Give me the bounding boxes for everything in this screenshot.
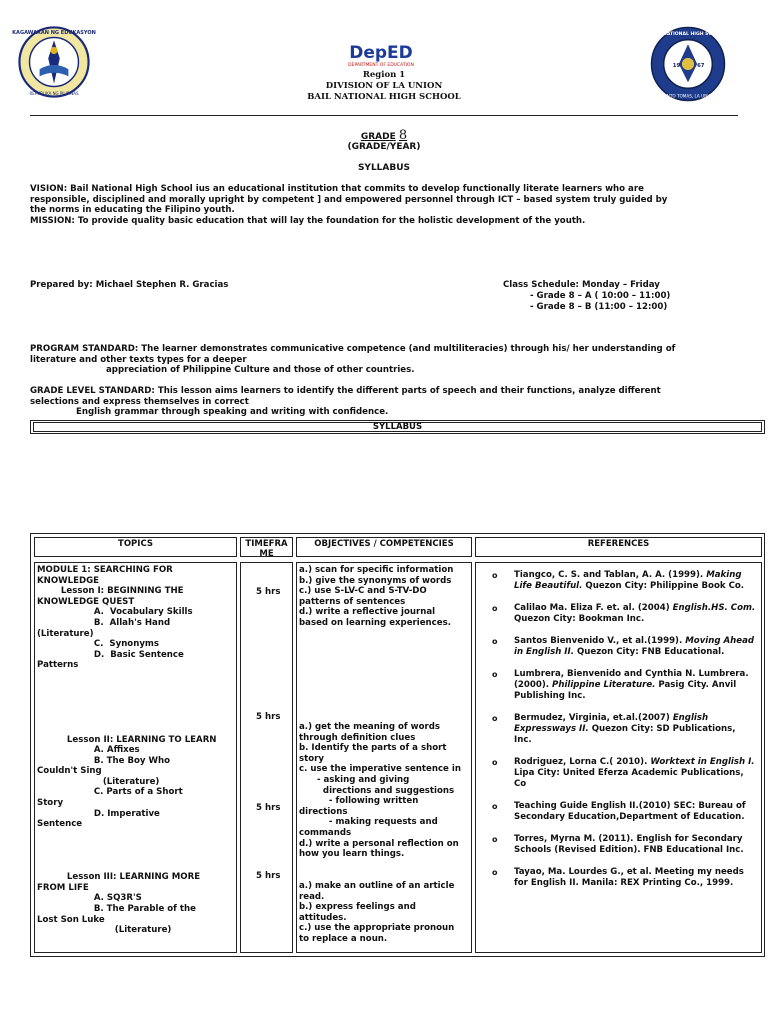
objectives_2-line: - making requests and (299, 817, 438, 828)
reference-item (492, 834, 756, 856)
reference-title: Making Life Beautiful. (514, 570, 742, 592)
reference-text: Rodriguez, Lorna C.( 2010). (514, 756, 651, 767)
schedule-line-a: - Grade 8 – A ( 10:00 – 11:00) (530, 291, 671, 301)
deped-logo-text: DepED (349, 43, 413, 63)
grade-standard-line-2: selections and express themselves in correct (30, 396, 249, 407)
program-standard-line-1: PROGRAM STANDARD: The learner demonstrates communicative competence (and multiliteracies) through his/ her understanding of (30, 344, 676, 354)
objectives_3-line: c.) use the appropriate pronoun (299, 923, 455, 934)
reference-text: Lumbrera, Bienvenido and Cynthia N. Lumbrera. (2000). (514, 668, 749, 690)
deped-logo-sub: DEPARTMENT OF EDUCATION (348, 63, 414, 68)
topics-line: (Literature) (37, 628, 94, 639)
deped-logo-icon (327, 42, 435, 68)
topics-line: D. Imperative (37, 808, 160, 819)
topics-line: A. SQ3R'S (37, 893, 142, 904)
topics-line: Couldn't Sing (37, 766, 102, 777)
prepared-by: Prepared by: Michael Stephen R. Gracias (30, 280, 229, 290)
topics-line: B. The Parable of the (37, 904, 196, 914)
grade-sub: (GRADE/YEAR) (347, 142, 421, 152)
bullet-icon: o (492, 603, 498, 613)
topics-column (34, 562, 237, 953)
bullet-icon: o (492, 669, 498, 679)
bullet-icon: o (492, 713, 498, 723)
objectives-lesson-2 (299, 722, 461, 860)
reference-item (492, 636, 756, 658)
vision-line-3: the norms in educating the Filipino youth. (30, 205, 235, 215)
left-seal-text: KAGAWARAN NG EDUKASYON (12, 29, 96, 36)
topics-line: A. Vocabulary Skills (37, 607, 193, 618)
timeframe-2: 5 hrs (256, 712, 281, 722)
topics-line: FROM LIFE (37, 882, 89, 893)
reference-title: Philippine Literature. (552, 679, 656, 690)
topics-line: Lesson III: LEARNING MORE (37, 872, 201, 883)
objectives_2-line: a.) get the meaning of words (299, 722, 440, 732)
grade-label: GRADE (360, 132, 396, 142)
objectives_1-line: patterns of sentences (299, 596, 406, 607)
division-label: DIVISION OF LA UNION (325, 81, 443, 91)
objectives_3-line: read. (299, 891, 325, 902)
reference-text: Torres, Myrna M. (2011). English for Secondary Schools (Revised Edition). FNB Educational Inc. (514, 833, 744, 856)
school-name: BAIL NATIONAL HIGH SCHOOL (307, 92, 461, 102)
reference-publisher: Quezon City: Bookman Inc. (514, 614, 645, 625)
grade-heading (0, 128, 768, 143)
references-column (475, 562, 762, 953)
objectives_3-line: b.) express feelings and (299, 902, 416, 913)
reference-title: Worktext in English I. (650, 756, 755, 767)
objectives_1-line: c.) use S-LV-C and S-TV-DO (299, 586, 427, 597)
reference-item (492, 867, 756, 889)
program-standard-line-2: literature and other texts types for a deeper (30, 354, 247, 365)
reference-text: Calilao Ma. Eliza F. et. al. (2004) (514, 602, 673, 613)
right-seal-text: BAIL NATIONAL HIGH SCHOOL (649, 32, 727, 38)
grade-standard-line-1: GRADE LEVEL STANDARD: This lesson aims learners to identify the different parts of speech and their functions, analyze different (30, 386, 661, 396)
program-standard (30, 344, 738, 376)
bullet-icon: o (492, 834, 498, 844)
objectives_2-line: directions and suggestions (299, 785, 455, 796)
reference-publisher: Pasig City. Anvil Publishing Inc. (514, 679, 737, 702)
program-standard-line-3: appreciation of Philippine Culture and those of other countries. (106, 365, 415, 375)
header-rule (30, 115, 738, 116)
reference-publisher: Quezon City: FNB Educational. (573, 647, 725, 658)
objectives_1-line: b.) give the synonyms of words (299, 575, 452, 586)
reference-title: Moving Ahead in English II. (514, 635, 755, 658)
bullet-icon: o (492, 802, 498, 812)
topics-line (37, 671, 217, 682)
reference-item (492, 713, 756, 747)
topics-line: D. Basic Sentence (37, 649, 184, 660)
right-seal-year-a: 19 (672, 63, 681, 70)
topics-line (37, 851, 217, 862)
topics-line: Lesson I: BEGINNING THE (37, 586, 184, 597)
topics-line (37, 682, 217, 693)
objectives_2-line: - following written (299, 796, 419, 807)
objectives_2-line: how you learn things. (299, 849, 405, 860)
topics-line: Sentence (37, 819, 83, 830)
reference-text: Santos Bienvenido V., et al.(1999). (514, 635, 686, 646)
reference-publisher: Quezon City: SD Publications, Inc. (514, 724, 736, 746)
reference-publisher: Lipa City: United Eferza Academic Publications, Co (514, 768, 744, 790)
grade-number: 8 (398, 128, 408, 143)
syllabus-table (30, 533, 765, 957)
topics-line (37, 862, 217, 873)
objectives_3-line: a.) make an outline of an article (299, 881, 455, 891)
vision-line-1: VISION: Bail National High School ius an educational institution that commits to develop functionally literate learners who are (30, 184, 644, 194)
header-timeframe: TIMEFRA ME (240, 537, 293, 557)
topics-line: A. Affixes (37, 745, 140, 756)
grade-level-standard (30, 386, 738, 418)
bullet-icon: o (492, 636, 498, 646)
objectives_2-line: c. use the imperative sentence in (299, 764, 461, 775)
topics-line (37, 724, 217, 735)
timeframe-column (240, 562, 293, 953)
schedule-line-b: - Grade 8 – B (11:00 – 12:00) (530, 302, 668, 312)
right-seal-year-b: 67 (697, 63, 705, 70)
bullet-icon: o (492, 867, 498, 877)
timeframe-1: 5 hrs (256, 587, 281, 597)
vision-line-2: responsible, disciplined and morally upright by competent ] and empowered personnel through ICT – based system truly guided by (30, 194, 668, 205)
topics-line: (Literature) (37, 776, 160, 787)
topics-line: (Literature) (37, 925, 172, 936)
objectives-lesson-1 (299, 565, 453, 629)
topics-line (37, 692, 217, 703)
topics-line (37, 830, 217, 841)
timeframe-4: 5 hrs (256, 871, 281, 881)
objectives_3-line: to replace a noun. (299, 933, 388, 944)
reference-item (492, 570, 756, 592)
topics-line: Story (37, 798, 64, 809)
left-seal-sub: REPUBLIKA NG PILIPINAS (29, 91, 79, 97)
reference-item (492, 603, 756, 625)
vision-block (30, 184, 738, 226)
topics-line: Patterns (37, 660, 79, 671)
reference-text: Bermudez, Virginia, et.al.(2007) (514, 712, 673, 723)
mission-line: MISSION: To provide quality basic education that will lay the foundation for the holistic development of the youth. (30, 215, 586, 226)
objectives-column (296, 562, 472, 953)
syllabus-title: SYLLABUS (357, 163, 411, 173)
topics-line: MODULE 1: SEARCHING FOR (37, 565, 173, 575)
topics-line: B. Allah's Hand (37, 617, 171, 628)
class-schedule (503, 280, 670, 313)
references-list (492, 570, 756, 900)
topics-line: C. Parts of a Short (37, 787, 183, 798)
reference-title: English.HS. Com. (672, 602, 756, 613)
reference-text: Tiangco, C. S. and Tablan, A. A. (1999). (514, 570, 707, 580)
topics-line: Lesson II: LEARNING TO LEARN (37, 734, 217, 745)
objectives_2-line: story (299, 753, 324, 764)
header-objectives: OBJECTIVES / COMPETENCIES (296, 537, 472, 557)
reference-publisher: Quezon City: Philippine Book Co. (582, 581, 745, 592)
bullet-icon: o (492, 757, 498, 767)
topics-line: Lost Son Luke (37, 914, 105, 925)
objectives_2-line: b. Identify the parts of a short (299, 743, 447, 754)
objectives_2-line: through definition clues (299, 732, 416, 743)
reference-text: Teaching Guide English II.(2010) SEC: Bureau of Secondary Education,Department of Education. (514, 801, 746, 823)
objectives_1-line: a.) scan for specific information (299, 565, 454, 575)
header-references: REFERENCES (475, 537, 762, 557)
right-seal-sub: SANTO TOMAS, LA UNION (661, 93, 715, 99)
objectives_1-line: d.) write a reflective journal (299, 607, 436, 618)
objectives-lesson-3 (299, 881, 454, 945)
reference-item (492, 757, 756, 791)
objectives_3-line: attitudes. (299, 912, 347, 923)
syllabus-bar-label: SYLLABUS (33, 422, 762, 432)
topics-line (37, 840, 217, 851)
topics-line (37, 713, 217, 724)
reference-item (492, 669, 756, 703)
objectives_2-line: - asking and giving (299, 774, 410, 785)
region-label: Region 1 (362, 70, 406, 80)
timeframe-3: 5 hrs (256, 803, 281, 813)
objectives_2-line: d.) write a personal reflection on (299, 838, 459, 849)
topics-list (37, 565, 217, 936)
topics-line: KNOWLEDGE (37, 575, 100, 586)
topics-line: KNOWLEDGE QUEST (37, 596, 135, 607)
reference-text: Tayao, Ma. Lourdes G., et al. Meeting my needs for English II. Manila: REX Printing Co., 1999. (514, 866, 744, 889)
reference-item (492, 801, 756, 823)
objectives_1-line: based on learning experiences. (299, 617, 451, 628)
topics-line: C. Synonyms (37, 639, 160, 650)
schedule-title: Class Schedule: Monday – Friday (503, 280, 660, 290)
objectives_2-line: commands (299, 827, 352, 838)
topics-line (37, 703, 217, 714)
objectives_2-line: directions (299, 806, 348, 817)
syllabus-bar (30, 420, 765, 434)
reference-title: English Expressways II. (514, 712, 709, 735)
grade-standard-line-3: English grammar through speaking and writing with confidence. (76, 407, 389, 417)
bullet-icon: o (492, 571, 498, 580)
header-topics: TOPICS (34, 537, 237, 557)
topics-line: B. The Boy Who (37, 755, 171, 766)
